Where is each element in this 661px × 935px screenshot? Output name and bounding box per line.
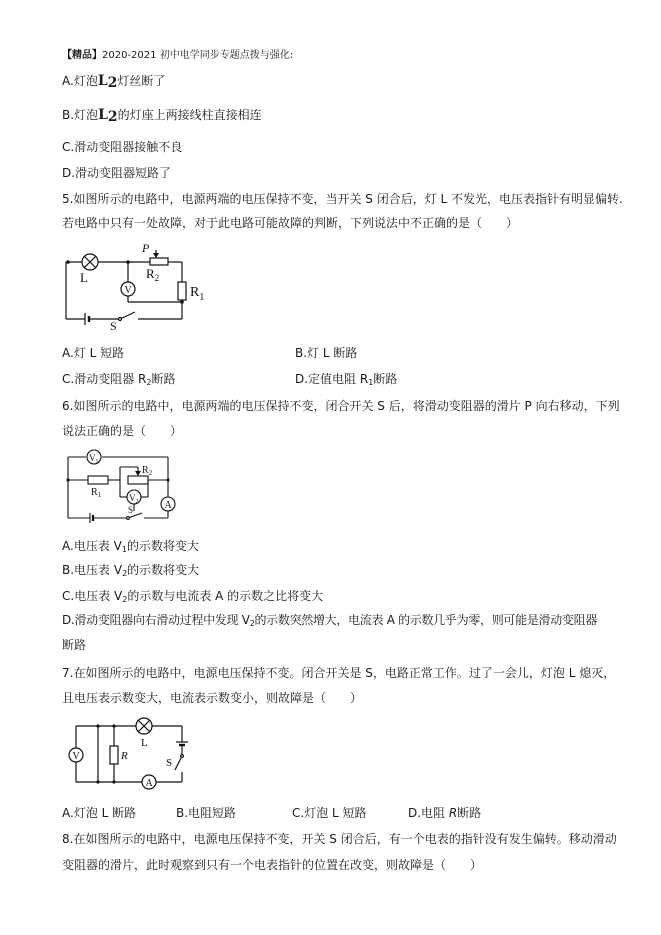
q6-fig-label-r1: $R_1$ [91,487,102,499]
q7-fig-label-a: A [145,778,153,789]
q5-option-b: B.灯 L 断路 [295,346,358,360]
q5-option-d: D.定值电阻 $R_1$断路 [295,372,398,387]
q5-fig-label-v: V [124,285,132,296]
q7-option-b: B.电阻短路 [176,806,237,820]
q4-option-b: B.灯泡$L_2$的灯座上两接线柱直接相连 [62,107,262,125]
q5-fig-label-l: L [80,270,88,285]
q7-option-a: A.灯泡 L 断路 [62,806,137,820]
q5-fig-label-r1: $R_1$ [190,285,205,303]
q8-stem-line1: 8.在如图所示的电路中，电源电压保持不变，开关 S 闭合后，有一个电表的指针没有发生偏转。移动滑动 [62,832,617,846]
q5-option-a: A.灯 L 短路 [62,346,125,360]
q6-fig-label-v2: $V_2$ [129,493,139,505]
header-tag: 【精品】 [62,50,102,61]
q7-option-d: D.电阻 R断路 [408,806,482,820]
q6-fig-label-r2: $R_2$ [142,465,153,477]
q7-stem-line2: 且电压表示数变大，电流表示数变小，则故障是（ ） [62,691,363,705]
q7-fig-label-r: R [121,750,128,762]
q5-stem-line1: 5.如图所示的电路中，电源两端的电压保持不变，当开关 S 闭合后，灯 L 不发光，电压表指针有明显偏转. [62,192,623,206]
q6-stem-line2: 说法正确的是（ ） [62,424,183,438]
q7-fig-label-l: L [141,737,148,749]
q7-stem-line1: 7.在如图所示的电路中，电源电压保持不变。闭合开关是 S，电路正常工作。过了一会儿，灯泡 L 熄灭， [62,666,616,680]
q4-option-c: C.滑动变阻器接触不良 [62,140,183,154]
q5-fig-label-r2: $R_2$ [146,266,160,283]
q5-circuit-diagram [60,242,220,332]
q6-option-c: C.电压表 $V_2$的示数与电流表 A 的示数之比将变大 [62,589,324,604]
q4-option-a: A.灯泡$L_2$灯丝断了 [62,73,166,91]
q6-stem-line1: 6.如图所示的电路中，电源两端的电压保持不变，闭合开关 S 后，将滑动变阻器的滑片 P 向右移动，下列 [62,399,620,413]
header-title: 初中电学同步专题点拨与强化: [159,50,294,61]
q7-fig-label-s: S [166,757,173,769]
page-header [62,49,293,62]
q6-option-d-line1: D.滑动变阻器向右滑动过程中发现 $V_2$的示数突然增大，电流表 A 的示数几乎为零，则可能是滑动变阻器 [62,613,598,628]
q6-option-b: B.电压表 $V_2$的示数将变大 [62,563,200,578]
q7-circuit-diagram [62,716,198,792]
q6-circuit-diagram [62,447,186,525]
q5-stem-line2: 若电路中只有一处故障，对于此电路可能故障的判断，下列说法中不正确的是（ ） [62,216,519,230]
q5-fig-label-p: P [142,241,150,255]
q6-fig-label-v1: $V_1$ [89,453,99,465]
q5-option-c: C.滑动变阻器 $R_2$断路 [62,372,176,387]
header-year: 2020-2021 [102,50,157,61]
q6-fig-label-a: A [164,500,172,511]
q6-fig-label-s: S [128,505,134,515]
q5-fig-label-s: S [110,319,117,333]
q6-option-d-line2: 断路 [62,638,87,652]
q7-option-c: C.灯泡 L 短路 [292,806,367,820]
q4-option-d: D.滑动变阻器短路了 [62,166,172,180]
q8-stem-line2: 变阻器的滑片，此时观察到只有一个电表指针的位置在改变，则故障是（ ） [62,858,483,872]
q7-fig-label-v: V [72,751,80,762]
q6-option-a: A.电压表 $V_1$的示数将变大 [62,539,199,554]
